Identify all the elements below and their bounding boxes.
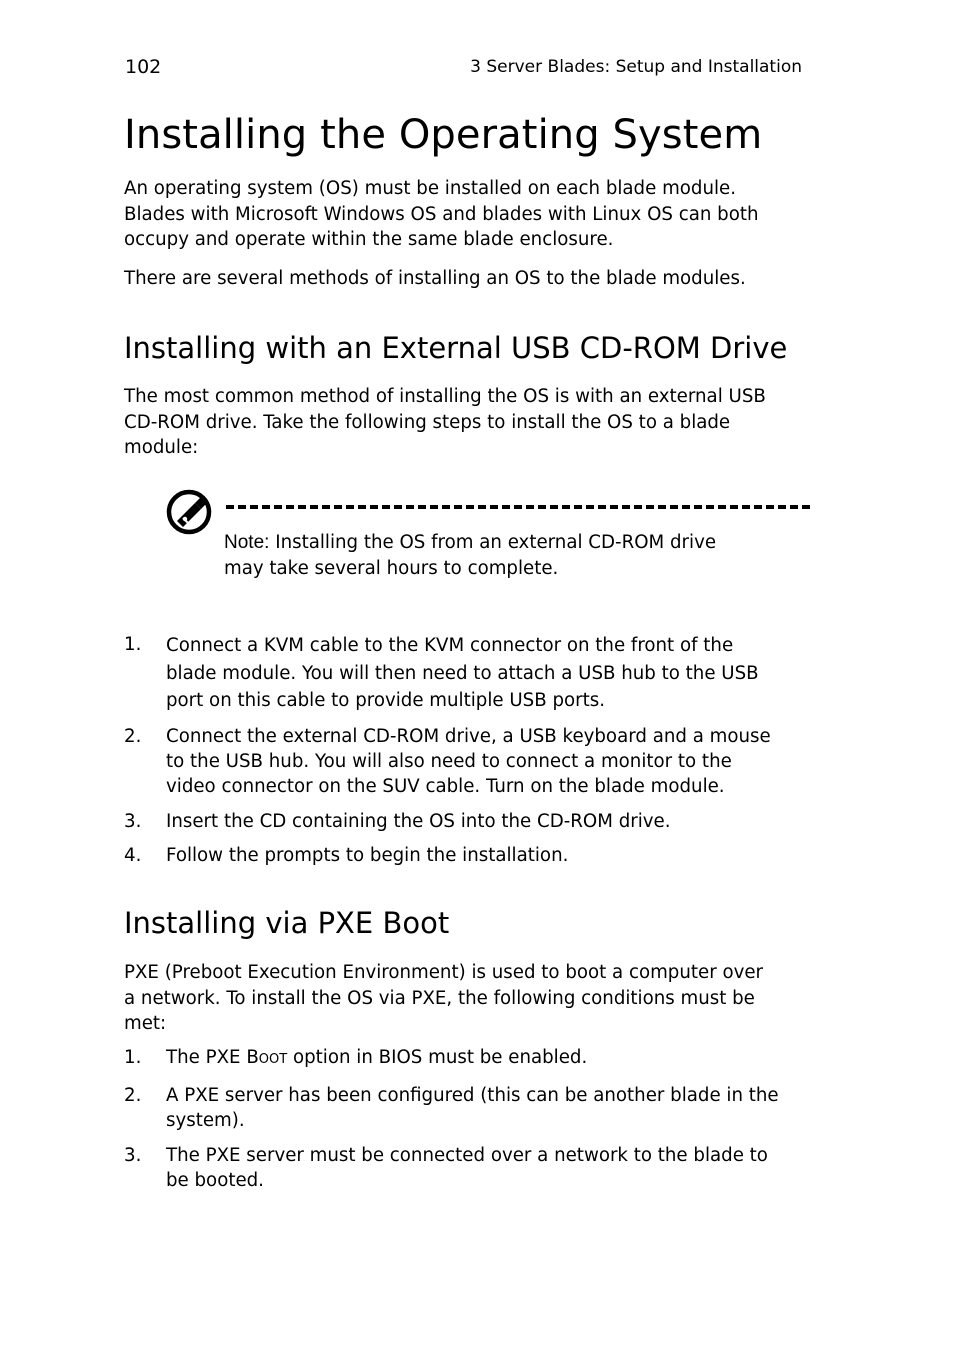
section-heading-pxe: Installing via PXE Boot	[124, 906, 450, 940]
note-divider	[226, 505, 810, 509]
note-body: Installing the OS from an external CD-ROM drive may take several hours to complete.	[224, 532, 717, 579]
note-pen-icon	[166, 488, 214, 536]
usb-intro-paragraph: The most common method of installing the OS is with an external USB CD-ROM drive. Take the following steps to install the OS to a blade module:	[124, 386, 766, 458]
list-item-text: Connect a KVM cable to the KVM connector on the front of the blade module. You will then need to attach a USB hub to the USB port on this cable to provide multiple USB ports.	[166, 635, 759, 711]
list-item-text: Follow the prompts to begin the installation.	[166, 845, 569, 866]
list-item-text: Insert the CD containing the OS into the CD-ROM drive.	[166, 811, 671, 832]
list-item-number: 3.	[124, 811, 142, 832]
running-header: 3 Server Blades: Setup and Installation	[470, 57, 802, 77]
intro-paragraph: An operating system (OS) must be installed on each blade module. Blades with Microsoft Windows OS and blades with Linux OS can both occupy and operate within the same blade enclosure.	[124, 178, 759, 250]
list-item-number: 3.	[124, 1145, 142, 1166]
list-item-number: 1.	[124, 1047, 142, 1068]
note-label: Note:	[224, 532, 270, 553]
page-number: 102	[125, 56, 162, 78]
list-item-number: 1.	[124, 634, 142, 655]
intro-paragraph: There are several methods of installing an OS to the blade modules.	[124, 268, 746, 289]
list-item-number: 2.	[124, 1085, 142, 1106]
note-callout	[224, 530, 804, 581]
list-item-text: The PXE server must be connected over a network to the blade to be booted.	[166, 1145, 768, 1191]
list-item-text: The PXE Boot option in BIOS must be enabled.	[166, 1047, 588, 1068]
list-item-text: A PXE server has been configured (this can be another blade in the system).	[166, 1085, 779, 1131]
pxe-intro-paragraph: PXE (Preboot Execution Environment) is used to boot a computer over a network. To install the OS via PXE, the following conditions must be met:	[124, 962, 764, 1034]
list-item-number: 2.	[124, 726, 142, 747]
list-item-number: 4.	[124, 845, 142, 866]
page-title: Installing the Operating System	[124, 112, 763, 158]
section-heading-usb: Installing with an External USB CD-ROM Drive	[124, 331, 788, 365]
list-item-text: Connect the external CD-ROM drive, a USB keyboard and a mouse to the USB hub. You will also need to connect a monitor to the video connector on the SUV cable. Turn on the blade module.	[166, 726, 771, 797]
